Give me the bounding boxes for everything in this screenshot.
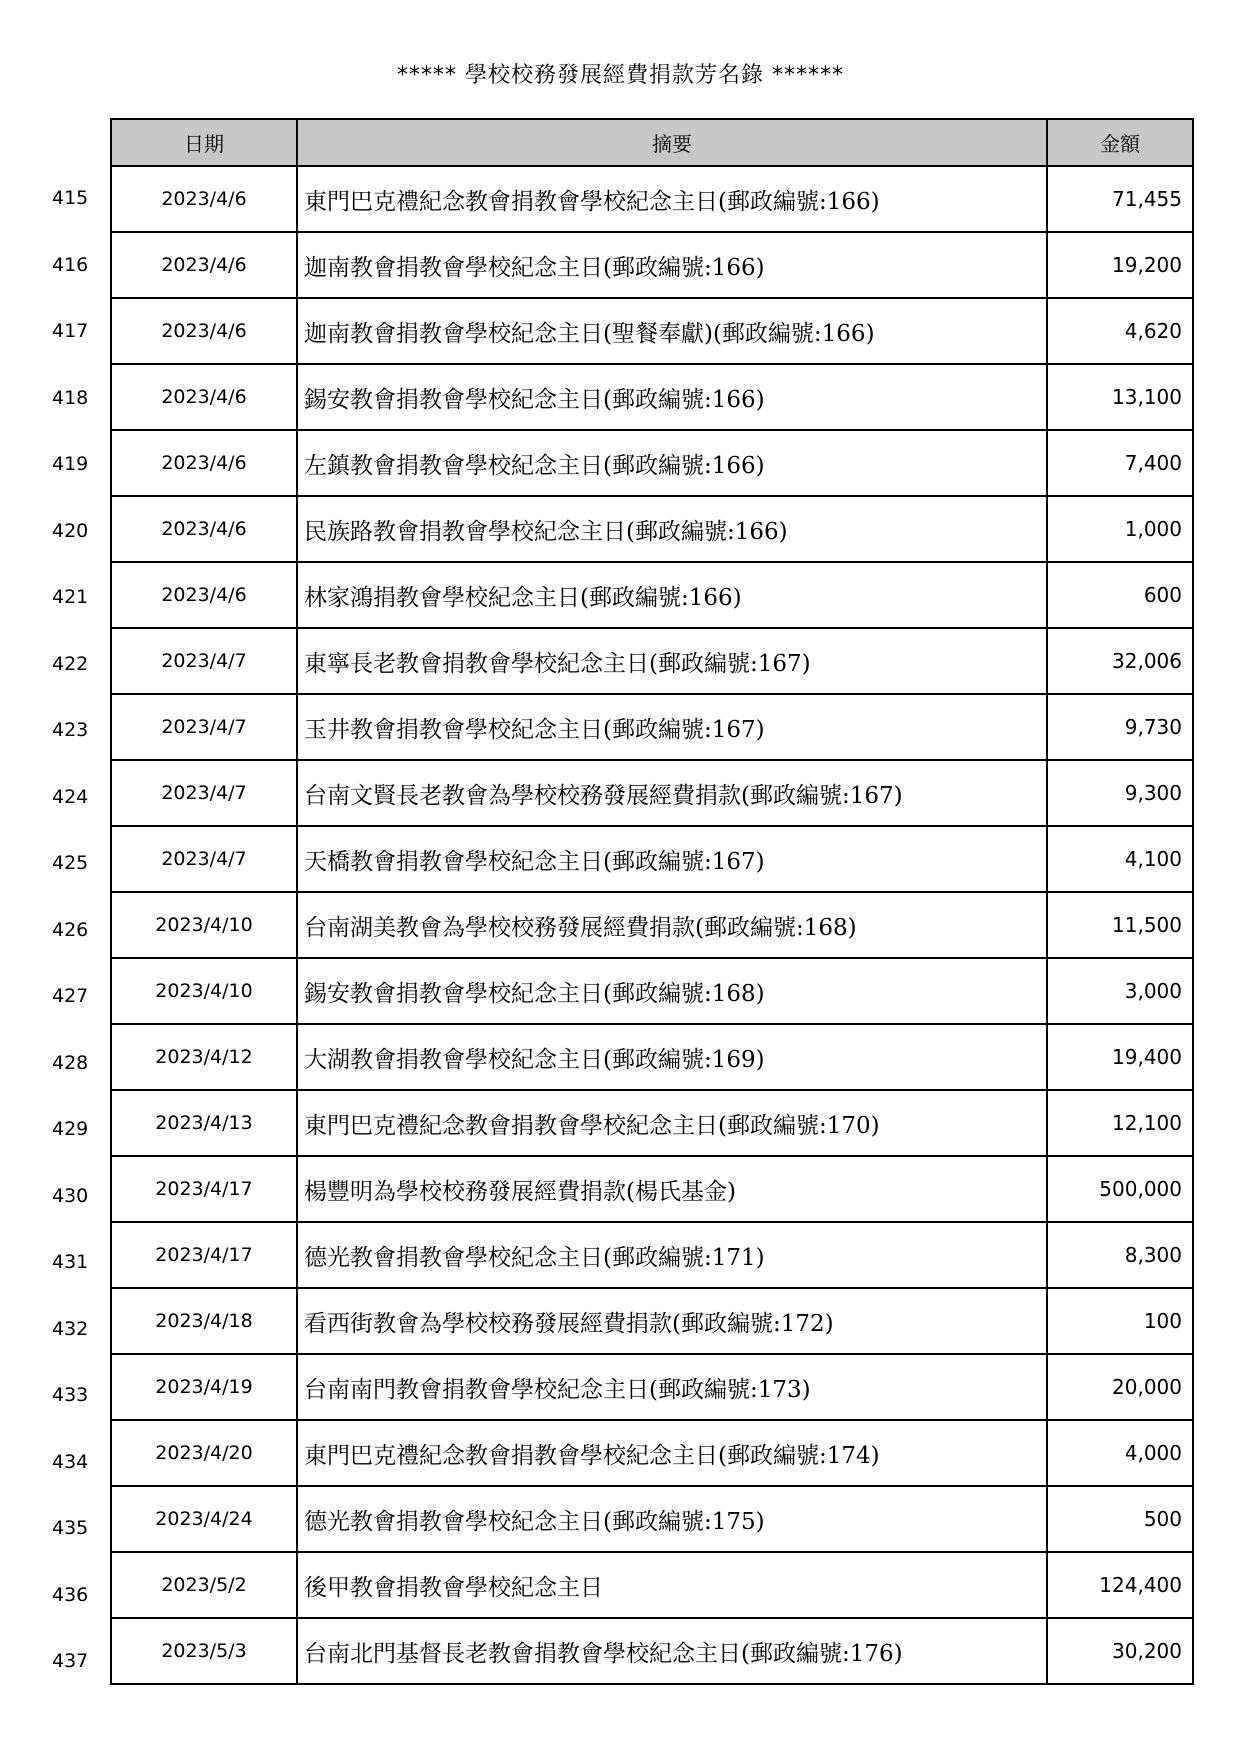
date-cell: 2023/4/7 [111, 694, 297, 760]
amount-cell: 71,455 [1047, 166, 1193, 232]
table-row [111, 1222, 1193, 1288]
summary-cell: 大湖教會捐教會學校紀念主日(郵政編號:169) [297, 1024, 1047, 1090]
row-number: 418 [52, 386, 89, 409]
table-row [111, 694, 1193, 760]
table-row [111, 1156, 1193, 1222]
row-number: 427 [52, 985, 89, 1007]
amount-cell: 11,500 [1047, 892, 1193, 958]
amount-cell: 100 [1047, 1288, 1193, 1354]
date-cell: 2023/4/6 [111, 298, 297, 364]
page-title: ***** 學校校務發展經費捐款芳名錄 ****** [397, 63, 844, 88]
summary-cell: 楊豐明為學校校務發展經費捐款(楊氏基金) [297, 1156, 1047, 1222]
amount-cell: 9,730 [1047, 694, 1193, 760]
summary-cell: 台南湖美教會為學校校務發展經費捐款(郵政編號:168) [297, 892, 1047, 958]
header-date: 日期 [111, 119, 297, 166]
summary-cell: 東門巴克禮紀念教會捐教會學校紀念主日(郵政編號:174) [297, 1420, 1047, 1486]
row-number: 436 [52, 1583, 89, 1606]
date-cell: 2023/4/6 [111, 496, 297, 562]
table-row [111, 1024, 1193, 1090]
amount-cell: 500,000 [1047, 1156, 1193, 1222]
amount-cell: 600 [1047, 562, 1193, 628]
date-cell: 2023/4/6 [111, 364, 297, 430]
header-summary: 摘要 [297, 119, 1047, 166]
date-cell: 2023/4/19 [111, 1354, 297, 1420]
amount-cell: 1,000 [1047, 496, 1193, 562]
amount-cell: 30,200 [1047, 1618, 1193, 1684]
table-row [111, 958, 1193, 1024]
date-cell: 2023/4/6 [111, 232, 297, 298]
row-number-column [52, 165, 108, 1695]
amount-cell: 19,400 [1047, 1024, 1193, 1090]
table-row [111, 1420, 1193, 1486]
summary-cell: 天橋教會捐教會學校紀念主日(郵政編號:167) [297, 826, 1047, 892]
row-number: 435 [52, 1517, 89, 1539]
amount-cell: 13,100 [1047, 364, 1193, 430]
table-row [111, 826, 1193, 892]
table-body [111, 166, 1193, 1684]
amount-cell: 500 [1047, 1486, 1193, 1552]
table-row [111, 364, 1193, 430]
date-cell: 2023/4/6 [111, 430, 297, 496]
row-number: 426 [52, 918, 89, 941]
date-cell: 2023/4/6 [111, 562, 297, 628]
table-row [111, 1090, 1193, 1156]
summary-cell: 錫安教會捐教會學校紀念主日(郵政編號:168) [297, 958, 1047, 1024]
summary-cell: 東門巴克禮紀念教會捐教會學校紀念主日(郵政編號:166) [297, 166, 1047, 232]
row-number: 430 [52, 1184, 89, 1207]
table-row [111, 1552, 1193, 1618]
date-cell: 2023/4/6 [111, 166, 297, 232]
date-cell: 2023/4/7 [111, 628, 297, 694]
row-number: 421 [52, 586, 89, 608]
amount-cell: 19,200 [1047, 232, 1193, 298]
table-row [111, 562, 1193, 628]
date-cell: 2023/4/7 [111, 760, 297, 826]
summary-cell: 錫安教會捐教會學校紀念主日(郵政編號:166) [297, 364, 1047, 430]
row-number: 420 [52, 519, 89, 542]
row-number: 425 [52, 852, 89, 874]
row-number: 422 [52, 652, 89, 675]
row-number: 416 [52, 253, 89, 276]
row-number: 437 [52, 1650, 89, 1672]
amount-cell: 124,400 [1047, 1552, 1193, 1618]
table-row [111, 760, 1193, 826]
date-cell: 2023/4/10 [111, 892, 297, 958]
summary-cell: 民族路教會捐教會學校紀念主日(郵政編號:166) [297, 496, 1047, 562]
date-cell: 2023/4/18 [111, 1288, 297, 1354]
summary-cell: 看西街教會為學校校務發展經費捐款(郵政編號:172) [297, 1288, 1047, 1354]
table-row [111, 232, 1193, 298]
table-row [111, 1288, 1193, 1354]
table-row [111, 298, 1193, 364]
row-number: 417 [52, 320, 89, 342]
summary-cell: 玉井教會捐教會學校紀念主日(郵政編號:167) [297, 694, 1047, 760]
table-row [111, 166, 1193, 232]
date-cell: 2023/4/7 [111, 826, 297, 892]
amount-cell: 32,006 [1047, 628, 1193, 694]
amount-cell: 4,000 [1047, 1420, 1193, 1486]
summary-cell: 迦南教會捐教會學校紀念主日(聖餐奉獻)(郵政編號:166) [297, 298, 1047, 364]
amount-cell: 12,100 [1047, 1090, 1193, 1156]
date-cell: 2023/4/12 [111, 1024, 297, 1090]
amount-cell: 3,000 [1047, 958, 1193, 1024]
summary-cell: 東門巴克禮紀念教會捐教會學校紀念主日(郵政編號:170) [297, 1090, 1047, 1156]
table-header-row [111, 119, 1193, 166]
summary-cell: 林家鴻捐教會學校紀念主日(郵政編號:166) [297, 562, 1047, 628]
table-row [111, 892, 1193, 958]
summary-cell: 台南文賢長老教會為學校校務發展經費捐款(郵政編號:167) [297, 760, 1047, 826]
date-cell: 2023/5/3 [111, 1618, 297, 1684]
table-row [111, 496, 1193, 562]
summary-cell: 德光教會捐教會學校紀念主日(郵政編號:175) [297, 1486, 1047, 1552]
table-row [111, 1618, 1193, 1684]
row-number: 429 [52, 1118, 89, 1140]
row-number: 423 [52, 719, 89, 741]
row-number: 419 [52, 453, 89, 475]
amount-cell: 20,000 [1047, 1354, 1193, 1420]
amount-cell: 8,300 [1047, 1222, 1193, 1288]
amount-cell: 9,300 [1047, 760, 1193, 826]
summary-cell: 東寧長老教會捐教會學校紀念主日(郵政編號:167) [297, 628, 1047, 694]
date-cell: 2023/4/13 [111, 1090, 297, 1156]
row-number: 431 [52, 1251, 89, 1273]
date-cell: 2023/4/24 [111, 1486, 297, 1552]
row-number: 415 [52, 187, 89, 209]
header-amount: 金額 [1047, 119, 1193, 166]
summary-cell: 德光教會捐教會學校紀念主日(郵政編號:171) [297, 1222, 1047, 1288]
amount-cell: 7,400 [1047, 430, 1193, 496]
table-row [111, 1486, 1193, 1552]
donation-table [110, 118, 1194, 1685]
row-number: 433 [52, 1384, 89, 1406]
row-number: 432 [52, 1317, 89, 1340]
summary-cell: 迦南教會捐教會學校紀念主日(郵政編號:166) [297, 232, 1047, 298]
date-cell: 2023/4/17 [111, 1222, 297, 1288]
date-cell: 2023/4/17 [111, 1156, 297, 1222]
date-cell: 2023/5/2 [111, 1552, 297, 1618]
summary-cell: 台南北門基督長老教會捐教會學校紀念主日(郵政編號:176) [297, 1618, 1047, 1684]
date-cell: 2023/4/20 [111, 1420, 297, 1486]
summary-cell: 左鎮教會捐教會學校紀念主日(郵政編號:166) [297, 430, 1047, 496]
table-row [111, 628, 1193, 694]
amount-cell: 4,620 [1047, 298, 1193, 364]
row-number: 428 [52, 1051, 89, 1074]
table-row [111, 430, 1193, 496]
date-cell: 2023/4/10 [111, 958, 297, 1024]
row-number: 424 [52, 785, 89, 808]
table-row [111, 1354, 1193, 1420]
summary-cell: 台南南門教會捐教會學校紀念主日(郵政編號:173) [297, 1354, 1047, 1420]
amount-cell: 4,100 [1047, 826, 1193, 892]
row-number: 434 [52, 1450, 89, 1473]
summary-cell: 後甲教會捐教會學校紀念主日 [297, 1552, 1047, 1618]
